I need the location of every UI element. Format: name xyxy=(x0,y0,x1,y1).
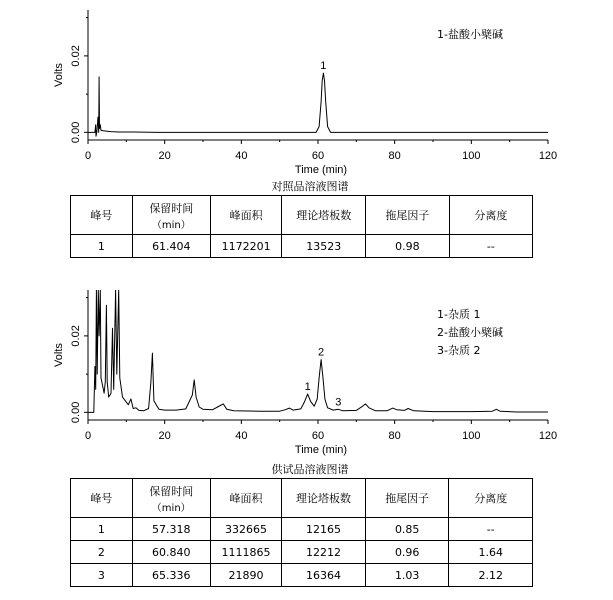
sample-chart-caption: 供试品溶液图谱 xyxy=(271,463,349,476)
x-tick-label: 60 xyxy=(311,150,325,162)
cell-peak-area: 21890 xyxy=(210,564,281,587)
table-header-row xyxy=(71,196,533,235)
col-header-peak-area: 峰面积 xyxy=(210,196,281,235)
legend-entry: 2-盐酸小檗碱 xyxy=(437,326,503,339)
col-header-retention-time-label: 保留时间 xyxy=(149,201,194,215)
cell-peak-no: 1 xyxy=(71,518,133,541)
legend-entry: 1-盐酸小檗碱 xyxy=(437,28,503,41)
cell-plates: 16364 xyxy=(282,564,366,587)
x-tick-label: 0 xyxy=(84,430,92,442)
cell-peak-area: 332665 xyxy=(210,518,281,541)
x-tick-label: 0 xyxy=(84,150,92,162)
col-header-retention-time xyxy=(132,479,210,518)
sample-results-table xyxy=(70,478,533,587)
col-header-peak-area: 峰面积 xyxy=(210,479,281,518)
legend-entry: 3-杂质 2 xyxy=(437,344,481,357)
y-tick-label: 0.02 xyxy=(70,325,82,347)
col-header-tailing: 拖尾因子 xyxy=(366,196,450,235)
x-tick-label: 80 xyxy=(388,430,401,442)
x-tick-label: 80 xyxy=(388,150,401,162)
col-header-resolution: 分离度 xyxy=(449,196,532,235)
y-axis-title: Volts xyxy=(53,343,65,367)
col-header-tailing: 拖尾因子 xyxy=(365,479,449,518)
x-tick-label: 120 xyxy=(538,430,558,442)
y-axis-title: Volts xyxy=(53,63,65,87)
cell-plates: 13523 xyxy=(282,235,366,258)
cell-peak-no: 2 xyxy=(71,541,133,564)
legend-entry: 1-杂质 1 xyxy=(437,308,481,321)
col-header-retention-time-unit: （min） xyxy=(151,502,191,514)
chromatogram-trace xyxy=(88,73,548,136)
peak-label: 1 xyxy=(304,381,311,393)
x-axis-title: Time (min) xyxy=(294,444,348,456)
x-tick-label: 100 xyxy=(462,430,481,442)
col-header-plates: 理论塔板数 xyxy=(282,479,366,518)
col-header-peak-no: 峰号 xyxy=(71,196,133,235)
cell-retention-time: 60.840 xyxy=(132,541,210,564)
sample-chromatogram xyxy=(0,280,613,465)
cell-resolution: -- xyxy=(449,235,532,258)
col-header-resolution: 分离度 xyxy=(449,479,533,518)
col-header-plates: 理论塔板数 xyxy=(282,196,366,235)
col-header-retention-time-label: 保留时间 xyxy=(149,484,194,498)
table-header-row xyxy=(71,479,533,518)
cell-tailing: 0.85 xyxy=(365,518,449,541)
cell-peak-no: 3 xyxy=(71,564,133,587)
cell-peak-no: 1 xyxy=(71,235,133,258)
x-tick-label: 40 xyxy=(235,430,248,442)
cell-tailing: 1.03 xyxy=(365,564,449,587)
table-row xyxy=(71,235,533,258)
cell-resolution: 2.12 xyxy=(449,564,533,587)
x-tick-label: 40 xyxy=(235,150,248,162)
x-tick-label: 20 xyxy=(158,430,171,442)
table-row xyxy=(71,541,533,564)
cell-tailing: 0.98 xyxy=(366,235,450,258)
reference-results-table xyxy=(70,195,533,258)
col-header-peak-no: 峰号 xyxy=(71,479,133,518)
reference-chart-caption: 对照品溶液图谱 xyxy=(271,180,349,193)
cell-plates: 12165 xyxy=(282,518,366,541)
cell-retention-time: 65.336 xyxy=(132,564,210,587)
col-header-retention-time-unit: （min） xyxy=(151,219,191,231)
cell-retention-time: 61.404 xyxy=(132,235,210,258)
col-header-retention-time xyxy=(132,196,210,235)
cell-plates: 12212 xyxy=(282,541,366,564)
peak-label: 3 xyxy=(335,396,342,409)
cell-retention-time: 57.318 xyxy=(132,518,210,541)
cell-peak-area: 1111865 xyxy=(210,541,281,564)
cell-peak-area: 1172201 xyxy=(210,235,281,258)
x-tick-label: 100 xyxy=(462,150,481,162)
y-tick-label: 0.00 xyxy=(70,401,82,424)
table-row xyxy=(71,518,533,541)
table-row xyxy=(71,564,533,587)
cell-resolution: 1.64 xyxy=(449,541,533,564)
cell-tailing: 0.96 xyxy=(365,541,449,564)
x-tick-label: 20 xyxy=(158,150,171,162)
peak-label: 1 xyxy=(320,60,327,73)
cell-resolution: -- xyxy=(449,518,533,541)
reference-chromatogram xyxy=(0,0,613,185)
x-axis-title: Time (min) xyxy=(294,164,348,176)
peak-label: 2 xyxy=(318,346,325,359)
x-tick-label: 60 xyxy=(311,430,325,442)
y-tick-label: 0.02 xyxy=(70,45,82,67)
x-tick-label: 120 xyxy=(538,150,558,162)
y-tick-label: 0.00 xyxy=(70,121,82,144)
